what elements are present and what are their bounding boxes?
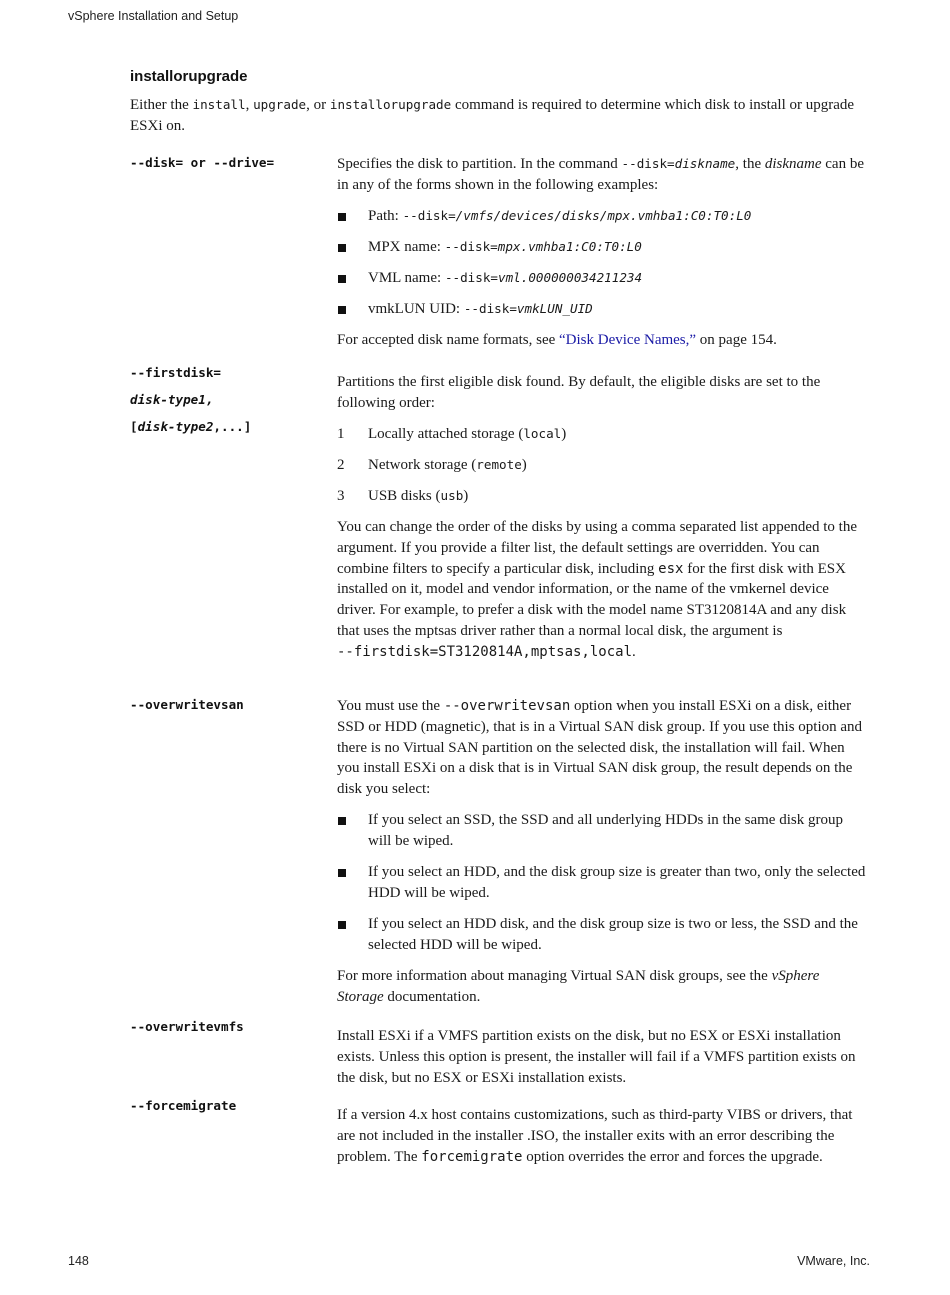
- running-header: vSphere Installation and Setup: [68, 9, 239, 23]
- option-description: Specifies the disk to partition. In the command --disk=diskname, the diskname can be in any of the forms shown in the following examples: Path: --disk=/vmfs/devices/disks/mpx.vmhba1:C0:T0:L0 MPX name: --disk=mpx.vmhba1:C0:T0:L0 VML name: --disk=vml.000000034211234 vmkLUN UID: --disk=vmkLUN_UID For accepted disk name formats, see “Disk Device Names,” on page 154.: [337, 154, 869, 361]
- list-item: 3 USB disks (usb): [337, 488, 469, 505]
- option-description: Install ESXi if a VMFS partition exists on the disk, but no ESX or ESXi installation exists. Unless this option is present, the installer will fail if a VMFS partition exists on the disk, but no ESX or ESXi installation exists.: [337, 1028, 856, 1086]
- section-intro: Either the install, upgrade, or installorupgrade command is required to determine which disk to install or upgrade ESXi on.: [130, 97, 855, 134]
- list-item: 2 Network storage (remote): [337, 457, 527, 474]
- footer-company: VMware, Inc.: [797, 1254, 870, 1268]
- list-item: If you select an HDD disk, and the disk group size is two or less, the SSD and the selected HDD will be wiped.: [337, 914, 869, 956]
- page-content: [130, 68, 870, 1165]
- list-item: If you select an SSD, the SSD and all underlying HDDs in the same disk group will be wiped.: [337, 810, 869, 852]
- option-description: You must use the --overwritevsan option when you install ESXi on a disk, either SSD or HDD (magnetic), that is in a Virtual SAN disk group. If you use this option and there is no Virtual SAN partition on the selected disk, the installation will fail. When you install ESXi on a disk that is in Virtual SAN disk group, the result depends on the disk you select: If you select an SSD, the SSD and all underlying HDDs in the same disk group will be wiped. If you select an HDD, and the disk group size is greater than two, only the selected HDD will be wiped. If you select an HDD disk, and the disk group size is two or less, the SSD and the selected HDD will be wiped. For more information about managing Virtual SAN disk groups, see the vSphere Storage documentation.: [337, 696, 869, 1018]
- option-name: --overwritevmfs: [130, 1019, 244, 1034]
- option-name: --overwritevsan: [130, 697, 244, 712]
- option-description: If a version 4.x host contains customizations, such as third-party VIBS or drivers, that are not included in the installer .ISO, the installer exits with an error describing the problem. The forcemigrate option overrides the error and forces the upgrade.: [337, 1107, 853, 1165]
- section-title: installorupgrade: [130, 68, 248, 85]
- list-item: MPX name: --disk=mpx.vmhba1:C0:T0:L0: [337, 237, 869, 258]
- upgrade-keyword: upgrade: [253, 97, 307, 112]
- install-keyword: install: [192, 97, 246, 112]
- vsan-result-list: [337, 810, 869, 955]
- installorupgrade-keyword: installorupgrade: [329, 97, 452, 112]
- disk-order-list: [337, 424, 869, 507]
- list-item: Path: --disk=/vmfs/devices/disks/mpx.vmhba1:C0:T0:L0: [337, 206, 869, 227]
- option-name: --disk= or --drive=: [130, 155, 275, 170]
- option-name: --forcemigrate: [130, 1098, 237, 1113]
- option-description: Partitions the first eligible disk found. By default, the eligible disks are set to the following order: 1 Locally attached storage (local) 2 Network storage (remote) 3 USB disks (usb) You can change the order of the disks by using a comma separated list appended to the argument. If you provide a filter list, the default settings are overridden. You can combine filters to specify a particular disk, including esx for the first disk with ESX installed on it, model and vendor information, or the name of the vmkernel device driver. For example, to prefer a disk with the model name ST3120814A and any disk that uses the mptsas driver rather than a normal local disk, the argument is --firstdisk=ST3120814A,mptsas,local.: [337, 372, 869, 673]
- disk-format-list: [337, 206, 869, 320]
- list-item: VML name: --disk=vml.000000034211234: [337, 268, 869, 289]
- list-item: If you select an HDD, and the disk group size is greater than two, only the selected HDD will be wiped.: [337, 862, 869, 904]
- page-number: 148: [68, 1254, 89, 1268]
- list-item: 1 Locally attached storage (local): [337, 426, 567, 443]
- disk-device-names-link[interactable]: “Disk Device Names,”: [559, 332, 697, 349]
- list-item: vmkLUN UID: --disk=vmkLUN_UID: [337, 299, 869, 320]
- option-name: --firstdisk= disk-type1, [disk-type2,...]: [130, 365, 252, 434]
